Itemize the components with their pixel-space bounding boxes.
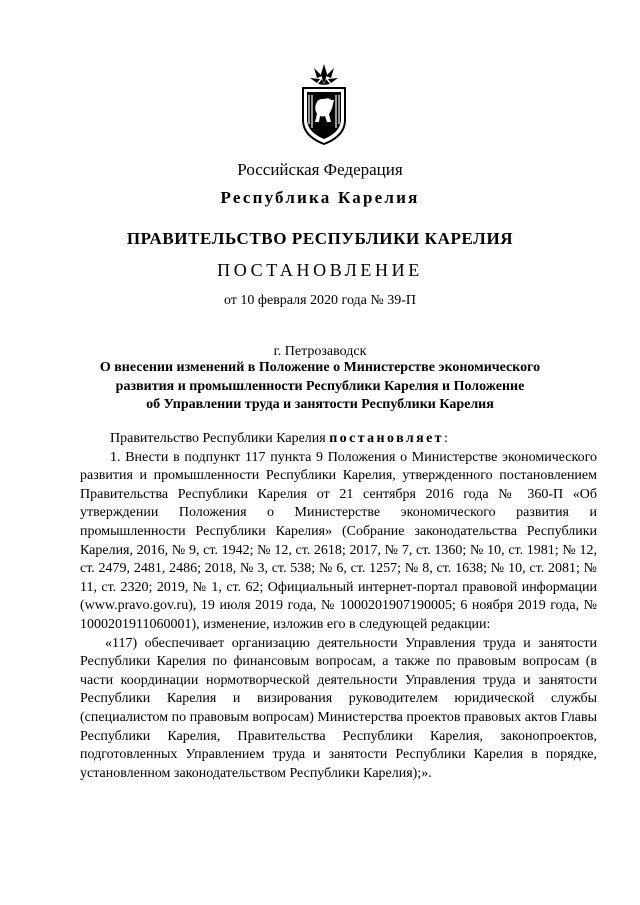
document-title — [70, 359, 570, 415]
intro-paragraph — [80, 430, 597, 449]
document-date-number: от 10 февраля 2020 года № 39-П — [223, 293, 417, 308]
republic-name: Республика Карелия — [220, 188, 420, 207]
title-line: О внесении изменений в Положение о Министерстве экономического — [99, 360, 541, 375]
quote-paragraph: «117) обеспечивает организацию деятельности Управления труда и занятости Республики Карелия по финансовым вопросам, а также по правовым вопросам (в части координации нормотворческой деятельности Управления труда и занятости Республики Карелия и визирования руководителем юридической службы (специалистом по правовым вопросам) Министерства проектов правовых актов Главы Республики Карелия, Правительства Республики Карелия, законопроектов, подготовленных Управлением труда и занятости Республики Карелия в порядке, установленном законодательством Республики Карелия);». — [80, 635, 597, 781]
document-type: ПОСТАНОВЛЕНИЕ — [217, 260, 423, 280]
intro-suffix: : — [443, 431, 448, 446]
city-name: г. Петрозаводск — [273, 344, 367, 359]
title-line: развития и промышленности Республики Карелия и Положение — [115, 378, 525, 394]
title-line: об Управлении труда и занятости Республики Карелия — [146, 397, 494, 412]
karelia-coat-of-arms-icon — [298, 64, 350, 146]
point-1-paragraph: 1. Внести в подпункт 117 пункта 9 Положения о Министерстве экономического развития и промышленности Республики Карелия, утвержденного постановлением Правительства Республики Карелия от 21 сентября 2016 года № 360-П «Об утверждении Положения о Министерстве экономического развития и промышленности Республики Карелия» (Собрание законодательства Республики Карелия, 2016, № 9, ст. 1942; № 12, ст. 2618; 2017, № 7, ст. 1360; № 10, ст. 1981; № 12, ст. 2479, 2481, 2486; 2018, № 3, ст. 538; № 6, ст. 1257; № 8, ст. 1638; № 10, ст. 2081; № 11, ст. 2320; 2019, № 1, ст. 62; Официальный интернет-портал правовой информации (www.pravo.gov.ru), 19 июля 2019 года, № 1000201907190005; 6 ноября 2019 года, № 1000201911060001), изменение, изложив его в следующей редакции: — [80, 449, 597, 632]
document-body — [80, 430, 597, 783]
country-name: Российская Федерация — [237, 160, 403, 179]
government-name: ПРАВИТЕЛЬСТВО РЕСПУБЛИКИ КАРЕЛИЯ — [126, 229, 514, 248]
intro-text: Правительство Республики Карелия — [110, 431, 330, 446]
intro-emphasis: постановляет — [329, 431, 444, 446]
